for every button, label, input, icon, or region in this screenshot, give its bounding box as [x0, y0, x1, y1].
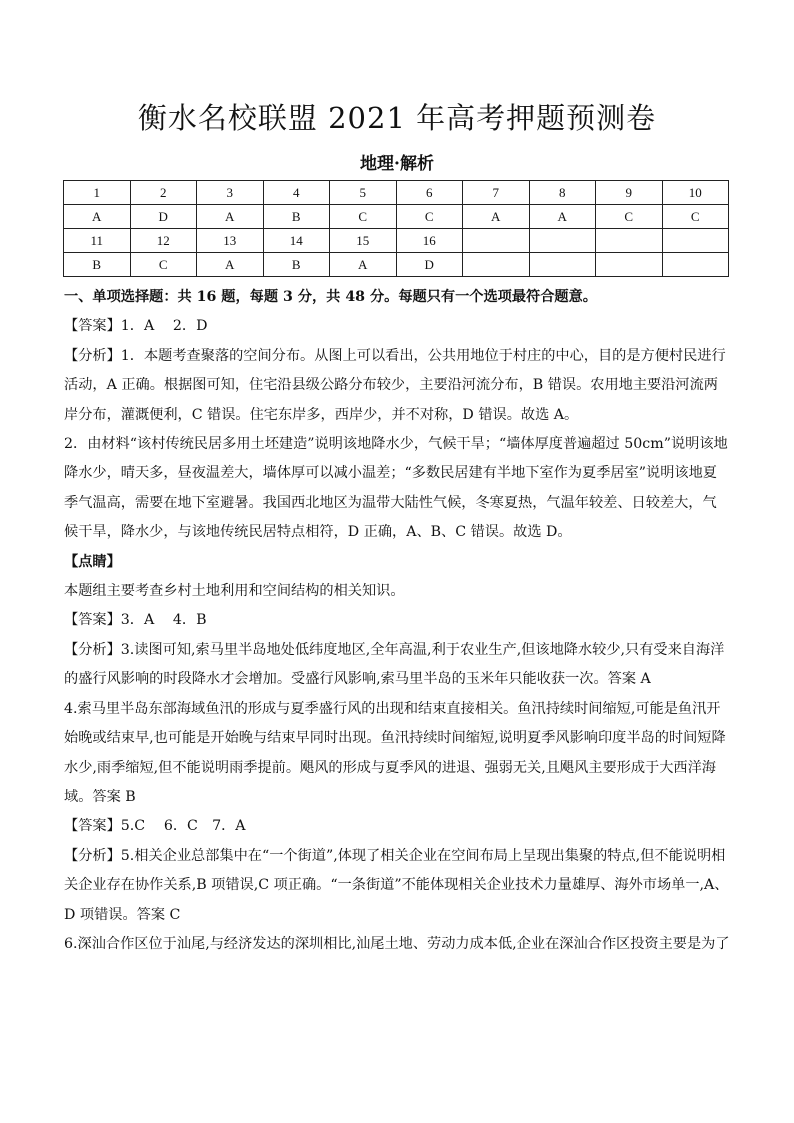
key-point-text: 本题组主要考查乡村土地利用和空间结构的相关知识。: [64, 583, 405, 600]
answer-table-cell: A: [64, 205, 131, 229]
analysis-paragraph-6: 6.深汕合作区位于汕尾,与经济发达的深圳相比,汕尾土地、劳动力成本低,企业在深汕合作区投资主要是为了: [64, 935, 730, 952]
answer-table-cell: 1: [64, 181, 131, 205]
answer-table-cell: C: [662, 205, 729, 229]
answer-table-cell: 3: [197, 181, 264, 205]
answer-explanations: [64, 283, 730, 959]
answer-table-cell: 14: [263, 229, 330, 253]
answer-table-cell: [596, 229, 663, 253]
answer-table-cell: 12: [130, 229, 197, 253]
answer-table-cell: 8: [529, 181, 596, 205]
document-title: 衡水名校联盟 2021 年高考押题预测卷: [137, 101, 657, 135]
answer-table-cell: 6: [396, 181, 463, 205]
answer-table-cell: [463, 253, 530, 277]
answer-table-cell: A: [330, 253, 397, 277]
answer-line-1-2: 【答案】1．A 2．D: [64, 318, 208, 335]
answer-table-cell: 11: [64, 229, 131, 253]
answer-table-cell: C: [130, 253, 197, 277]
answer-table-cell: B: [64, 253, 131, 277]
key-point-heading: 【点睛】: [64, 553, 121, 570]
answer-table-cell: C: [396, 205, 463, 229]
analysis-paragraph-2: 2．由材料“该村传统民居多用土坯建造”说明该地降水少，气候干旱；“墙体厚度普遍超过 50cm”说明该地降水少，晴天多，昼夜温差大，墙体厚可以减小温差；“多数民居建有半地下室作为夏季居室”说明该地夏季气温高，需要在地下室避暑。我国西北地区为温带大陆性气候，冬寒夏热，气温年较差、日较差大，气候干旱，降水少，与该地传统民居特点相符，D 正确，A、B、C 错误。故选 D。: [64, 436, 728, 541]
answer-line-5-7: 【答案】5.C 6．C 7．A: [64, 818, 246, 835]
analysis-paragraph-1: 【分析】1．本题考查聚落的空间分布。从图上可以看出，公共用地位于村庄的中心，目的是方便村民进行活动，A 正确。根据图可知，住宅沿县级公路分布较少，主要沿河流分布，B 错误。农用地主要沿河流两岸分布，灌溉便利，C 错误。住宅东岸多，西岸少，并不对称，D 错误。故选 A。: [64, 347, 726, 423]
answer-table-row: [64, 229, 729, 253]
answer-table-cell: A: [529, 205, 596, 229]
analysis-paragraph-3: 【分析】3.读图可知,索马里半岛地处低纬度地区,全年高温,利于农业生产,但该地降水较少,只有受来自海洋的盛行风影响的时段降水才会增加。受盛行风影响,索马里半岛的玉米年只能收获一次。答案 A: [64, 641, 725, 688]
section-heading: 一、单项选择题：共 16 题，每题 3 分，共 48 分。每题只有一个选项最符合题意。: [64, 289, 597, 305]
answer-table-cell: [662, 229, 729, 253]
answer-table-cell: A: [463, 205, 530, 229]
answer-table-cell: C: [330, 205, 397, 229]
answer-table-cell: 16: [396, 229, 463, 253]
answer-table-cell: 15: [330, 229, 397, 253]
answer-table-row: [64, 205, 729, 229]
answer-line-3-4: 【答案】3．A 4．B: [64, 612, 207, 629]
answer-table-cell: 9: [596, 181, 663, 205]
answer-table-cell: D: [396, 253, 463, 277]
answer-table-cell: 4: [263, 181, 330, 205]
answer-table-cell: 10: [662, 181, 729, 205]
answer-table-cell: 7: [463, 181, 530, 205]
answer-table-cell: [463, 229, 530, 253]
answer-table-cell: A: [197, 205, 264, 229]
answer-table-cell: B: [263, 205, 330, 229]
analysis-paragraph-4: 4.索马里半岛东部海域鱼汛的形成与夏季盛行风的出现和结束直接相关。鱼汛持续时间缩短,可能是鱼汛开始晚或结束早,也可能是开始晚与结束早同时出现。鱼汛持续时间缩短,说明夏季风影响印度半岛的时间短降水少,雨季缩短,但不能说明雨季提前。飓风的形成与夏季风的进退、强弱无关,且飓风主要形成于大西洋海域。答案 B: [64, 700, 726, 805]
answer-table-row: [64, 253, 729, 277]
document-subtitle: 地理·解析: [360, 154, 434, 174]
answer-table-cell: C: [596, 205, 663, 229]
answer-table-cell: 5: [330, 181, 397, 205]
answer-table-cell: [596, 253, 663, 277]
answer-table-cell: B: [263, 253, 330, 277]
answer-table-cell: [662, 253, 729, 277]
answer-table-cell: 13: [197, 229, 264, 253]
answer-table-cell: [529, 229, 596, 253]
answer-table-cell: [529, 253, 596, 277]
answer-table-cell: 2: [130, 181, 197, 205]
answer-table-cell: A: [197, 253, 264, 277]
answer-table-row: [64, 181, 729, 205]
answer-table-cell: D: [130, 205, 197, 229]
analysis-paragraph-5: 【分析】5.相关企业总部集中在“一个街道”,体现了相关企业在空间布局上呈现出集聚的特点,但不能说明相关企业存在协作关系,B 项错误,C 项正确。“一条街道”不能体现相关企业技术力量雄厚、海外市场单一,A、D 项错误。答案 C: [64, 847, 729, 923]
answer-table: [63, 180, 729, 277]
